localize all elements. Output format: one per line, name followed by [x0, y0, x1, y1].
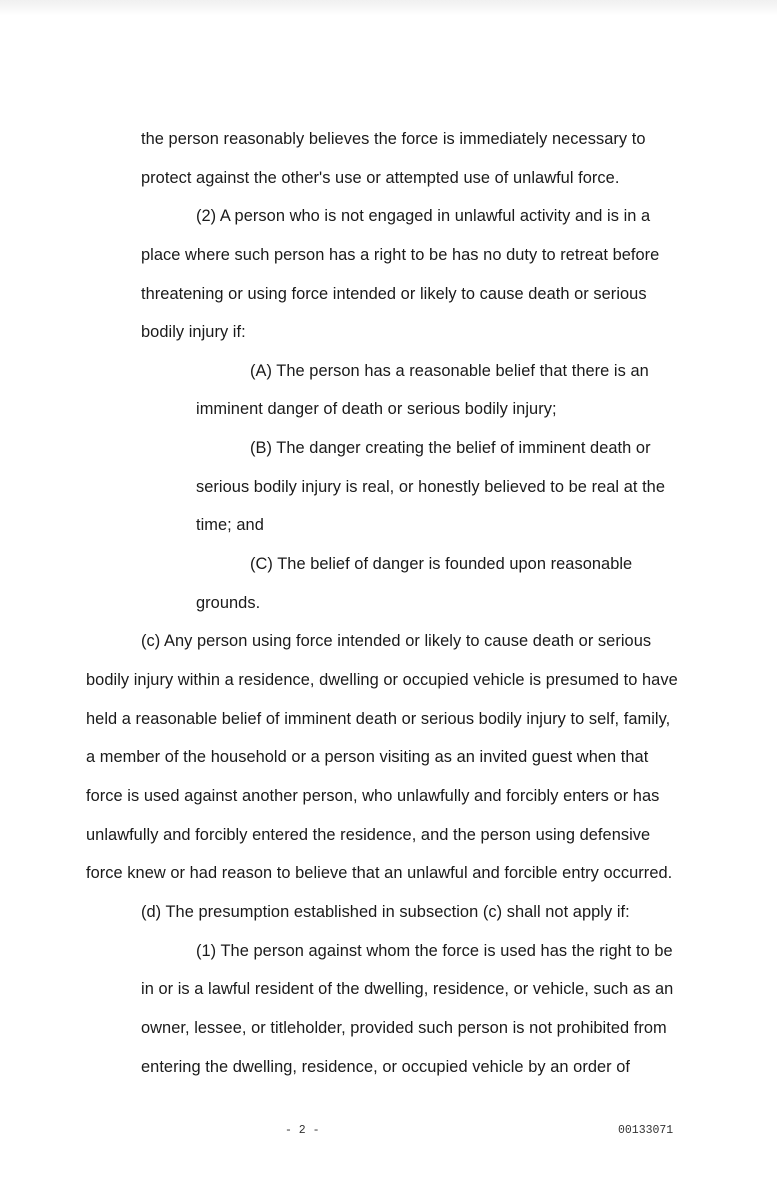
text-line: imminent danger of death or serious bodily injury; — [196, 400, 557, 418]
text-line: (d) The presumption established in subsection (c) shall not apply if: — [141, 903, 630, 921]
text-line: serious bodily injury is real, or honestly believed to be real at the — [196, 478, 666, 496]
text-line: entering the dwelling, residence, or occupied vehicle by an order of — [141, 1058, 631, 1076]
text-line: place where such person has a right to be has no duty to retreat before — [141, 246, 660, 264]
text-line: bodily injury within a residence, dwelling or occupied vehicle is presumed to have — [86, 671, 678, 689]
text-line: grounds. — [196, 594, 261, 612]
page-top-shadow — [0, 0, 777, 16]
text-line: (c) Any person using force intended or likely to cause death or serious — [141, 632, 652, 650]
text-line: (1) The person against whom the force is used has the right to be — [196, 942, 673, 960]
text-line: the person reasonably believes the force is immediately necessary to — [141, 130, 646, 148]
text-line: threatening or using force intended or likely to cause death or serious — [141, 285, 647, 303]
text-line: (B) The danger creating the belief of imminent death or — [250, 439, 651, 457]
text-line: bodily injury if: — [141, 323, 246, 341]
text-line: in or is a lawful resident of the dwelling, residence, or vehicle, such as an — [141, 980, 674, 998]
text-line: protect against the other's use or attempted use of unlawful force. — [141, 169, 620, 187]
document-id: 00133071 — [618, 1124, 674, 1137]
text-line: time; and — [196, 516, 264, 534]
text-line: force is used against another person, who unlawfully and forcibly enters or has — [86, 787, 660, 805]
text-line: force knew or had reason to believe that an unlawful and forcible entry occurred. — [86, 864, 673, 882]
text-line: (A) The person has a reasonable belief that there is an — [250, 362, 649, 380]
text-line: held a reasonable belief of imminent death or serious bodily injury to self, family, — [86, 710, 671, 728]
text-line: owner, lessee, or titleholder, provided such person is not prohibited from — [141, 1019, 667, 1037]
text-line: unlawfully and forcibly entered the residence, and the person using defensive — [86, 826, 651, 844]
text-line: a member of the household or a person visiting as an invited guest when that — [86, 748, 649, 766]
text-line: (C) The belief of danger is founded upon reasonable — [250, 555, 633, 573]
page-number: - 2 - — [285, 1124, 320, 1137]
text-line: (2) A person who is not engaged in unlawful activity and is in a — [196, 207, 651, 225]
